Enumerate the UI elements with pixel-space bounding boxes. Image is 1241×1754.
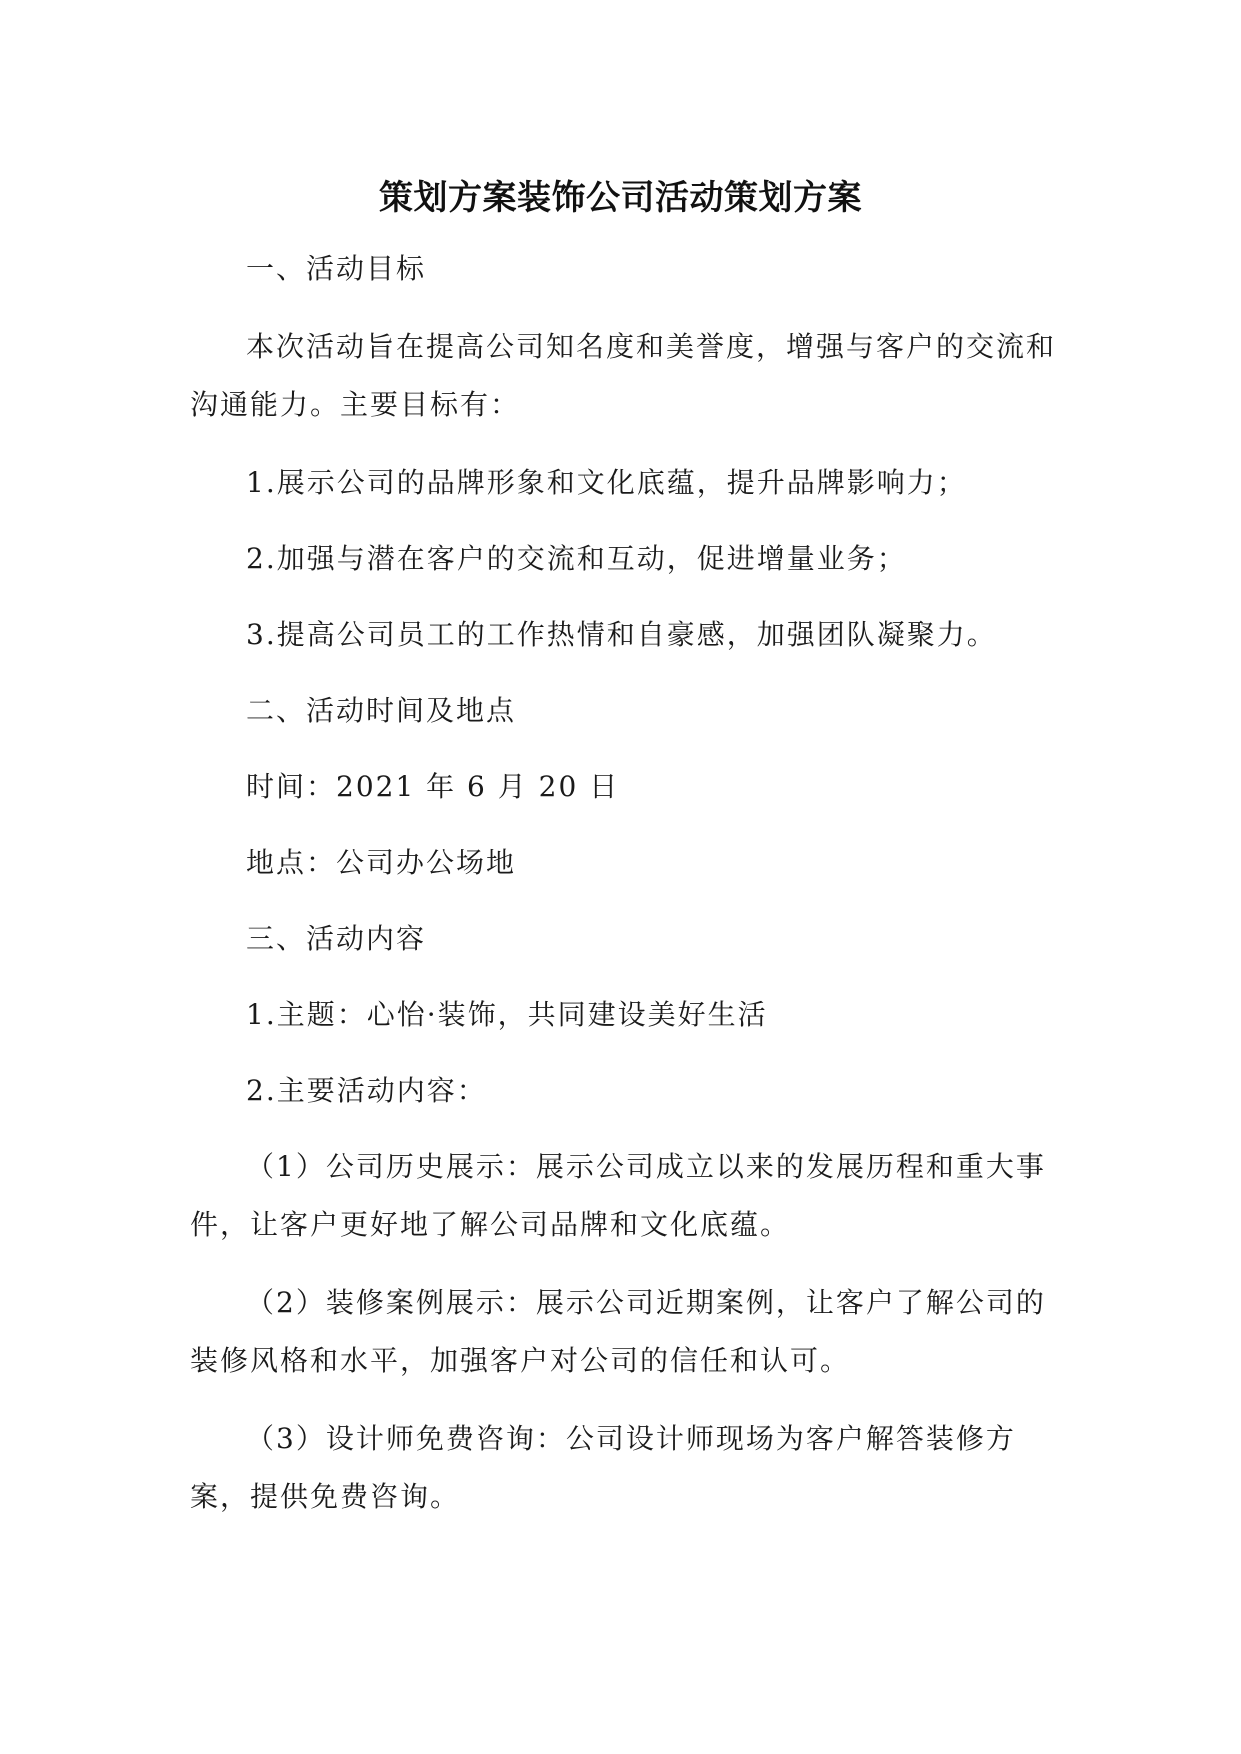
event-time: 时间：2021 年 6 月 20 日 <box>246 770 620 803</box>
section-heading-time-place: 二、活动时间及地点 <box>246 694 517 727</box>
event-place: 地点：公司办公场地 <box>246 846 517 879</box>
section-heading-goals: 一、活动目标 <box>246 252 427 285</box>
activity-history-display: （1）公司历史展示：展示公司成立以来的发展历程和重大事件，让客户更好地了解公司品牌和文化底蕴。 <box>190 1150 1046 1241</box>
list-item-goal-2: 2.加强与潜在客户的交流和互动，促进增量业务； <box>246 542 907 575</box>
document-title: 策划方案装饰公司活动策划方案 <box>379 178 862 218</box>
activity-designer-consultation: （3）设计师免费咨询：公司设计师现场为客户解答装修方案，提供免费咨询。 <box>190 1422 1016 1513</box>
list-item-main-activities: 2.主要活动内容： <box>246 1074 487 1107</box>
list-item-theme: 1.主题：心怡·装饰，共同建设美好生活 <box>246 998 768 1031</box>
list-item-goal-3: 3.提高公司员工的工作热情和自豪感，加强团队凝聚力。 <box>246 618 997 651</box>
section-heading-content: 三、活动内容 <box>246 922 427 955</box>
list-item-goal-1: 1.展示公司的品牌形象和文化底蕴，提升品牌影响力； <box>246 466 967 499</box>
activity-case-display: （2）装修案例展示：展示公司近期案例，让客户了解公司的装修风格和水平，加强客户对公司的信任和认可。 <box>190 1286 1046 1377</box>
paragraph-intro: 本次活动旨在提高公司知名度和美誉度，增强与客户的交流和沟通能力。主要目标有： <box>190 330 1057 421</box>
